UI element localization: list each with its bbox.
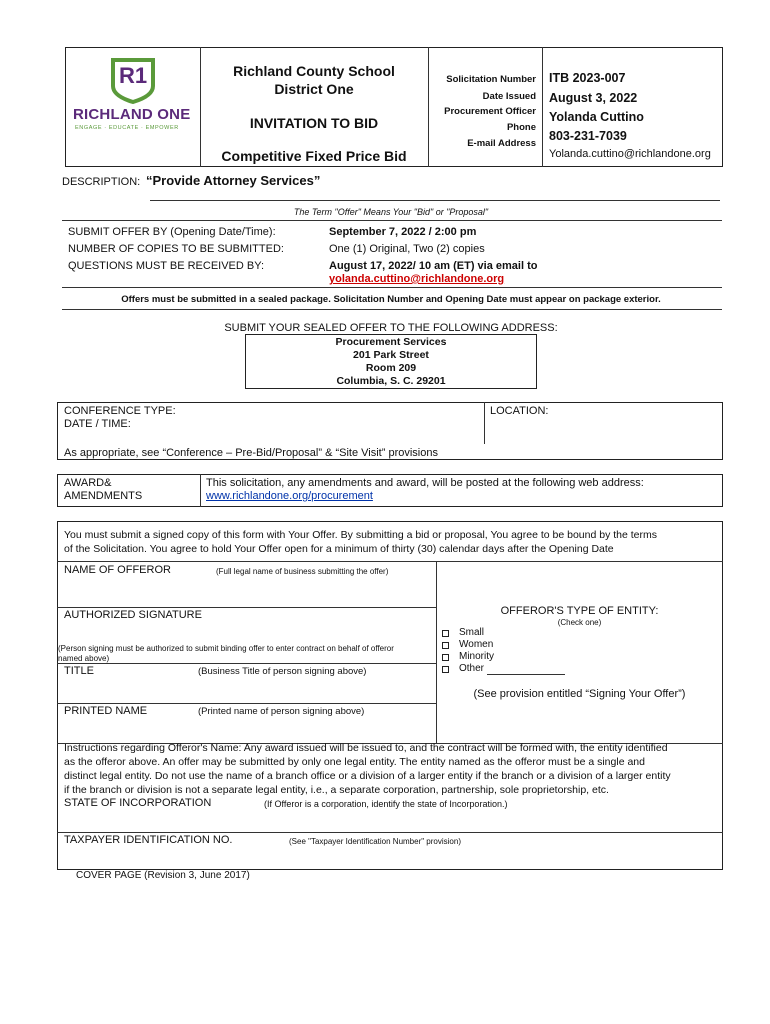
agreement-line2: of the Solicitation. You agree to hold Your Offer open for a minimum of thirty (30) calendar days after the Opening Date [64, 543, 614, 555]
state-of-incorporation-field[interactable] [58, 811, 722, 831]
questions-value: August 17, 2022/ 10 am (ET) via email to [329, 260, 538, 272]
signature-hint-line1: (Person signing must be authorized to submit binding offer to enter contract on behalf of offeror [58, 644, 394, 653]
state-of-incorporation-label: STATE OF INCORPORATION [64, 797, 212, 809]
entity-other-checkbox[interactable] [442, 666, 449, 673]
entity-option-minority: Minority [459, 651, 495, 662]
conference-divider [484, 402, 485, 444]
entity-other-field[interactable] [487, 674, 565, 675]
printed-name-field[interactable] [58, 719, 435, 741]
signature-rule [57, 663, 436, 664]
entity-option-women: Women [459, 639, 494, 650]
offeror-name-hint: (Full legal name of business submitting the offer) [216, 567, 389, 576]
entity-heading: OFFEROR'S TYPE OF ENTITY: [500, 605, 659, 617]
entity-note: (See provision entitled “Signing Your Offer”) [473, 688, 686, 700]
description-value: “Provide Attorney Services” [146, 173, 321, 188]
document-type: INVITATION TO BID [249, 115, 379, 131]
address-line-2: 201 Park Street [353, 349, 429, 361]
instructions-line4: if the branch or division is not a separate legal entity, i.e., a separate corporation, partnership, sole proprietorship, etc. [64, 784, 609, 796]
taxpayer-id-hint: (See "Taxpayer Identification Number" provision) [289, 837, 461, 846]
taxpayer-id-field[interactable] [58, 848, 722, 868]
title-field[interactable] [58, 679, 435, 701]
award-divider [200, 474, 201, 507]
entity-small-checkbox[interactable] [442, 630, 449, 637]
award-text: This solicitation, any amendments and award, will be posted at the following web address: [206, 477, 644, 489]
procurement-officer-label: Procurement Officer [444, 106, 536, 117]
title-label: TITLE [64, 665, 94, 677]
state-rule [57, 832, 723, 833]
email-label: E-mail Address [467, 138, 536, 149]
instructions-line2: as the offeror above. An offer may be submitted by only one legal entity. The entity named as the offeror must be a single and [64, 756, 645, 768]
schedule-bottom-rule [62, 287, 722, 288]
title-hint: (Business Title of person signing above) [198, 666, 367, 677]
email-value[interactable]: Yolanda.cuttino@richlandone.org [549, 148, 711, 160]
printed-name-label: PRINTED NAME [64, 705, 148, 717]
district-name-line1: Richland County School [233, 63, 395, 79]
offeror-name-field[interactable] [58, 578, 435, 606]
logo-name: RICHLAND ONE [73, 106, 191, 123]
date-issued-label: Date Issued [482, 91, 536, 102]
taxpayer-id-label: TAXPAYER IDENTIFICATION NO. [64, 834, 233, 846]
copies-value: One (1) Original, Two (2) copies [329, 243, 485, 255]
entity-women-checkbox[interactable] [442, 642, 449, 649]
solicitation-number-value: ITB 2023-007 [549, 71, 626, 85]
printed-name-hint: (Printed name of person signing above) [198, 706, 365, 717]
description-rule [150, 200, 720, 201]
solicitation-number-label: Solicitation Number [446, 74, 536, 85]
address-line-1: Procurement Services [335, 336, 447, 348]
title-rule [57, 703, 436, 704]
state-of-incorporation-hint: (If Offeror is a corporation, identify the state of Incorporation.) [264, 799, 508, 809]
award-label-line2: AMENDMENTS [64, 490, 143, 502]
address-line-3: Room 209 [365, 362, 417, 374]
header-divider-3 [542, 47, 543, 167]
signature-hint-line2: named above) [58, 654, 110, 663]
conference-type-label: CONFERENCE TYPE: [64, 405, 176, 417]
phone-label: Phone [506, 122, 536, 133]
offeror-name-rule [57, 607, 436, 608]
agreement-rule [57, 561, 723, 562]
schedule-top-rule [62, 220, 722, 221]
offeror-name-label: NAME OF OFFEROR [64, 564, 171, 576]
form-column-divider [436, 561, 437, 743]
agreement-line1: You must submit a signed copy of this form with Your Offer. By submitting a bid or proposal, You agree to be bound by the terms [64, 529, 658, 541]
conference-note: As appropriate, see “Conference – Pre-Bid/Proposal” & “Site Visit” provisions [64, 447, 438, 459]
procurement-website-link[interactable]: www.richlandone.org/procurement [206, 490, 373, 502]
sealed-note-rule [62, 309, 722, 310]
logo-mark: R1 [119, 63, 148, 88]
questions-label: QUESTIONS MUST BE RECEIVED BY: [68, 260, 265, 272]
district-name-line2: District One [274, 81, 354, 97]
entity-option-other: Other [459, 663, 485, 674]
richland-one-logo [70, 56, 196, 136]
award-label-line1: AWARD& [64, 477, 112, 489]
cover-page-footer: COVER PAGE (Revision 3, June 2017) [76, 870, 250, 881]
phone-value: 803-231-7039 [549, 129, 627, 143]
bid-type: Competitive Fixed Price Bid [221, 148, 407, 164]
submit-by-label: SUBMIT OFFER BY (Opening Date/Time): [68, 226, 276, 238]
terms-note: The Term "Offer" Means Your "Bid" or "Proposal" [293, 207, 489, 217]
copies-label: NUMBER OF COPIES TO BE SUBMITTED: [68, 243, 284, 255]
procurement-officer-value: Yolanda Cuttino [549, 110, 644, 124]
address-line-4: Columbia, S. C. 29201 [336, 375, 446, 387]
date-issued-value: August 3, 2022 [549, 91, 638, 105]
submit-by-value: September 7, 2022 / 2:00 pm [329, 226, 477, 238]
header-divider-2 [428, 47, 429, 167]
conference-date-label: DATE / TIME: [64, 418, 131, 430]
signature-label: AUTHORIZED SIGNATURE [64, 609, 202, 621]
entity-minority-checkbox[interactable] [442, 654, 449, 661]
conference-location-label: LOCATION: [490, 405, 549, 417]
signature-field[interactable] [58, 622, 435, 640]
instructions-line3: distinct legal entity. Do not use the name of a branch office or a division of a larger entity if the branch or a division of a larger entity [64, 770, 671, 782]
description-label: DESCRIPTION: [62, 176, 141, 188]
logo-tagline: ENGAGE · EDUCATE · EMPOWER [75, 125, 179, 131]
sealed-package-note: Offers must be submitted in a sealed package. Solicitation Number and Opening Date must appear on package exterior. [121, 294, 661, 305]
entity-hint: (Check one) [557, 618, 602, 627]
instructions-line1: Instructions regarding Offeror's Name: Any award issued will be issued to, and the contract will be formed with, the entity identified [64, 742, 668, 754]
entity-option-small: Small [459, 627, 485, 638]
address-heading: SUBMIT YOUR SEALED OFFER TO THE FOLLOWING ADDRESS: [224, 322, 558, 334]
questions-email-link[interactable]: yolanda.cuttino@richlandone.org [329, 273, 505, 285]
